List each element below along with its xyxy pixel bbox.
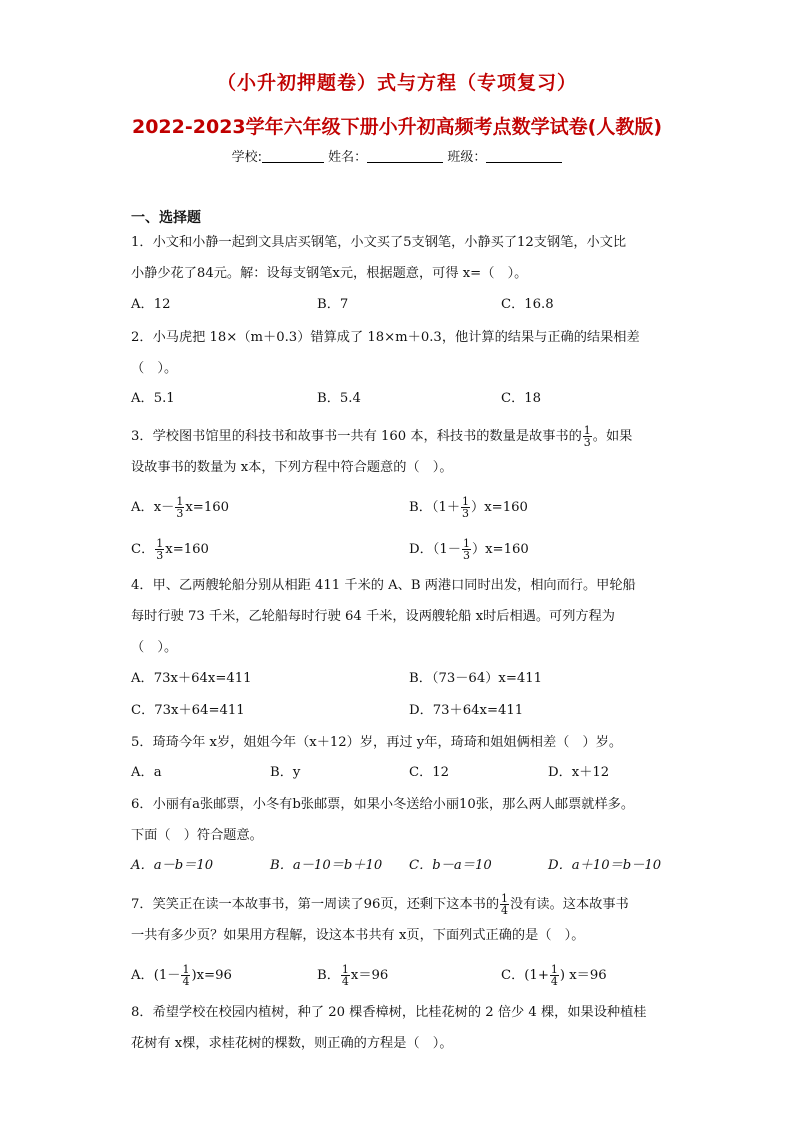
q2-option-c[interactable]: C．18 [501, 391, 542, 406]
question-4 [131, 570, 663, 663]
fraction-one-quarter: $\frac{1}{4}$ [501, 892, 509, 917]
q7-line1: 7．笑笑正在读一本故事书，第一周读了96页，还剩下这本书的 $\frac{1}{4}$ 没有读。这本故事书 [131, 892, 629, 917]
q2-option-a[interactable]: A．5.1 [131, 391, 175, 406]
q4-option-a[interactable]: A．73x＋64x=411 [131, 671, 252, 686]
question-2 [131, 322, 663, 384]
class-blank[interactable] [486, 150, 562, 163]
q7-option-c[interactable]: C．(1+ $\frac{1}{4}$ ) x＝96 [501, 963, 607, 988]
question-3 [131, 421, 663, 483]
exam-title: （小升初押题卷）式与方程（专项复习） [216, 72, 577, 94]
question-8 [131, 997, 663, 1059]
q2-option-b[interactable]: B．5.4 [317, 391, 361, 406]
q1-option-c[interactable]: C．16.8 [501, 297, 554, 312]
q8-line1: 8．希望学校在校园内植树，种了 20 棵香樟树，比桂花树的 2 倍少 4 棵，如果设种植桂 [131, 1005, 647, 1020]
question-1 [131, 227, 663, 289]
fraction-one-third: $\frac{1}{3}$ [583, 424, 591, 449]
q5-option-d[interactable]: D．x＋12 [548, 765, 610, 780]
section-title: 一、选择题 [131, 210, 201, 226]
q3-option-c[interactable]: C． $\frac{1}{3}$ x=160 [131, 537, 209, 562]
q6-line2: 下面（ ）符合题意。 [131, 828, 263, 843]
q1-option-b[interactable]: B．7 [317, 297, 349, 312]
q1-line2: 小静少花了84元。解：设每支钢笔x元，根据题意，可得 x=（ ）。 [131, 266, 528, 281]
q5-option-b[interactable]: B．y [270, 765, 301, 780]
q4-option-c[interactable]: C．73x＋64=411 [131, 703, 245, 718]
q6-option-d[interactable]: D．a＋10＝b－10 [548, 858, 662, 873]
q6-line1: 6．小丽有a张邮票，小冬有b张邮票，如果小冬送给小丽10张，那么两人邮票就样多。 [131, 797, 635, 812]
q6-option-b[interactable]: B．a－10＝b＋10 [270, 858, 383, 873]
q5-option-c[interactable]: C．12 [409, 765, 450, 780]
question-5 [131, 727, 663, 758]
student-info-line [0, 146, 794, 165]
q3-option-a[interactable]: A．x－ $\frac{1}{3}$ x=160 [131, 495, 230, 520]
q1-line1: 1．小文和小静一起到文具店买钢笔，小文买了5支钢笔，小静买了12支钢笔，小文比 [131, 235, 627, 250]
q1-option-a[interactable]: A．12 [131, 297, 171, 312]
q3-line1: 3．学校图书馆里的科技书和故事书一共有 160 本，科技书的数量是故事书的 $\frac{1}{3}$ 。如果 [131, 424, 633, 449]
q4-line2: 每时行驶 73 千米，乙轮船每时行驶 64 千米，设两艘轮船 x时后相遇。可列方程为 [131, 609, 615, 624]
q6-option-c[interactable]: C．b－a＝10 [409, 858, 492, 873]
exam-subtitle: 2022-2023学年六年级下册小升初高频考点数学试卷(人教版) [131, 116, 663, 138]
question-6 [131, 789, 663, 851]
q8-line2: 花树有 x棵，求桂花树的棵数，则正确的方程是（ ）。 [131, 1036, 453, 1051]
q4-option-d[interactable]: D．73＋64x=411 [409, 703, 524, 718]
name-label: 姓名： [328, 150, 368, 165]
q7-option-a[interactable]: A．(1－ $\frac{1}{4}$ )x=96 [131, 963, 232, 988]
q7-line2: 一共有多少页？如果用方程解，设这本书共有 x页，下面列式正确的是（ ）。 [131, 928, 585, 943]
school-blank[interactable] [262, 150, 324, 163]
school-label: 学校: [231, 150, 263, 165]
q4-line3: （ ）。 [131, 640, 178, 655]
q4-option-b[interactable]: B．（73－64）x=411 [409, 671, 543, 686]
q5-option-a[interactable]: A．a [131, 765, 162, 780]
q3-option-d[interactable]: D．（1－ $\frac{1}{3}$ ）x=160 [409, 537, 529, 562]
q6-option-a[interactable]: A．a－b＝10 [131, 858, 214, 873]
class-label: 班级： [447, 150, 487, 165]
q2-line2: （ ）。 [131, 361, 178, 376]
q7-option-b[interactable]: B． $\frac{1}{4}$ x＝96 [317, 963, 389, 988]
q3-option-b[interactable]: B．（1＋ $\frac{1}{3}$ ）x=160 [409, 495, 528, 520]
q2-line1: 2．小马虎把 18×（m＋0.3）错算成了 18×m＋0.3，他计算的结果与正确的结果相差 [131, 330, 640, 345]
q3-line2: 设故事书的数量为 x本，下列方程中符合题意的（ ）。 [131, 460, 453, 475]
question-7 [131, 889, 663, 951]
q4-line1: 4．甲、乙两艘轮船分别从相距 411 千米的 A、B 两港口同时出发，相向而行。甲轮船 [131, 578, 636, 593]
q5-line1: 5．琦琦今年 x岁，姐姐今年（x＋12）岁，再过 y年，琦琦和姐姐俩相差（ ）岁。 [131, 735, 623, 750]
name-blank[interactable] [367, 150, 443, 163]
